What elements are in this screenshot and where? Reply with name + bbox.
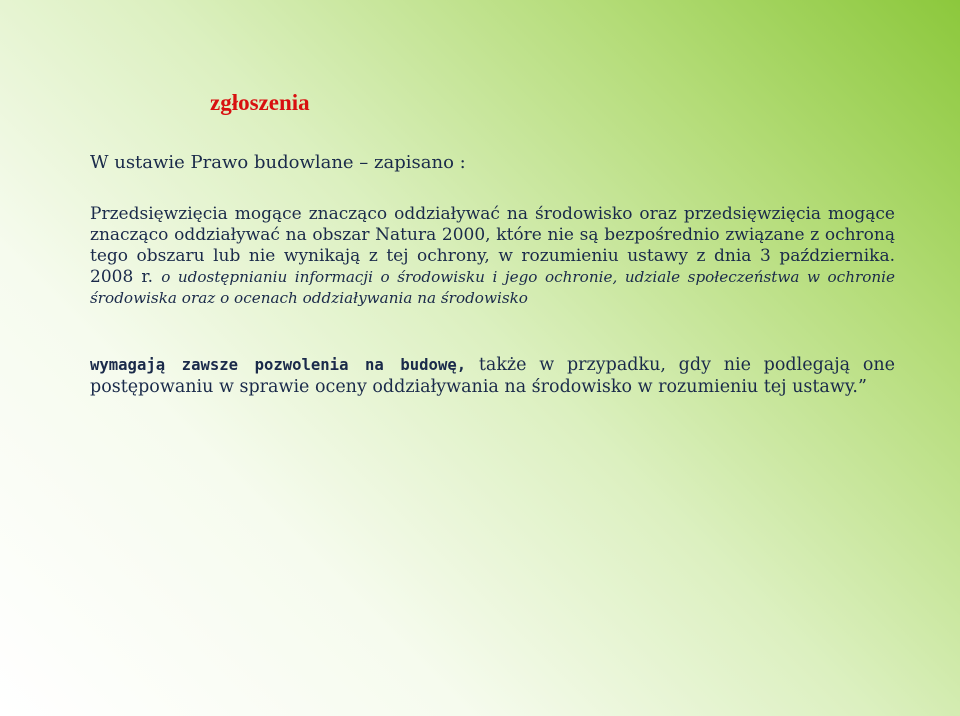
paragraph-1-italic-text: o udostępnianiu informacji o środowisku i jego ochronie, udziale społeczeństwa w ochronie środowiska oraz o ocenach oddziaływania na środowisko (90, 268, 896, 307)
intro-text: W ustawie Prawo budowlane – zapisano : (90, 152, 466, 173)
paragraph-2-bold-text: wymagają zawsze pozwolenia na budowę, (90, 356, 467, 374)
paragraph-1 (90, 204, 895, 309)
paragraph-2-rest-text: także w przypadku, gdy nie podlegają one postępowaniu w sprawie oceny oddziaływania na środowisko w rozumieniu tej ustawy.” (90, 355, 895, 397)
slide-title: zgłoszenia (210, 90, 310, 115)
paragraph-1-main-text: Przedsięwzięcia mogące znacząco oddziaływać na środowisko oraz przedsięwzięcia mogące znacząco oddziaływać na obszar Natura 2000, które nie są bezpośrednio związane z ochroną tego obszaru lub nie wynikają z tej ochrony, w rozumieniu ustawy z dnia 3 października. 2008 r. (90, 204, 895, 287)
paragraph-2 (90, 354, 895, 398)
